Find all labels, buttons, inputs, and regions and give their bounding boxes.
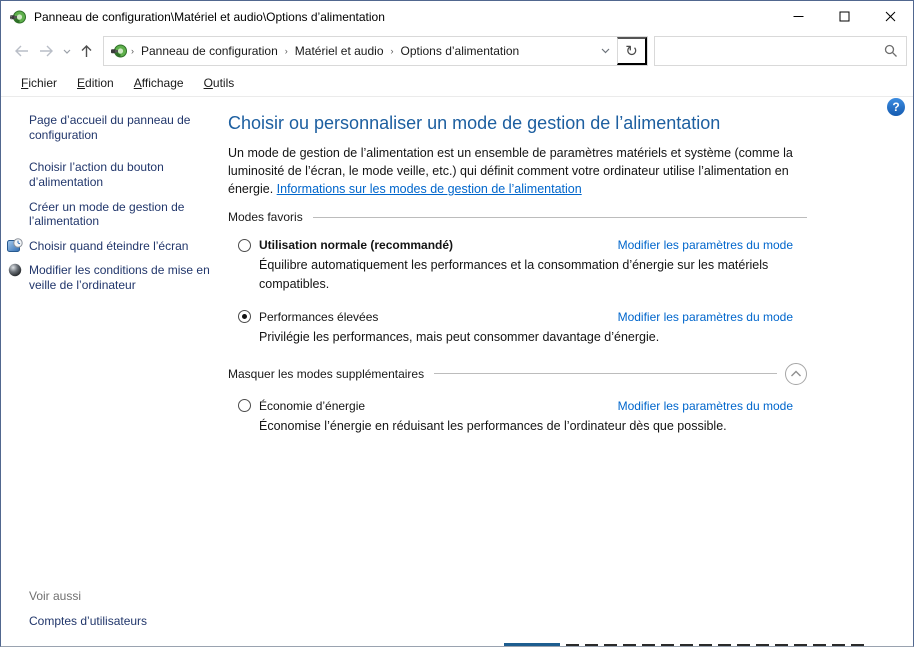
see-also-header: Voir aussi: [29, 589, 82, 603]
power-options-icon: [111, 43, 127, 59]
breadcrumb-separator-icon: ›: [131, 46, 134, 56]
breadcrumb-item-control-panel[interactable]: Panneau de configuration: [141, 44, 278, 58]
page-title: Choisir ou personnaliser un mode de gestion de l’alimentation: [228, 113, 721, 133]
refresh-button[interactable]: ↻: [617, 37, 647, 65]
sidebar-item-user-accounts[interactable]: Comptes d’utilisateurs: [29, 614, 148, 628]
plan-label-performances-elevees[interactable]: Performances élevées: [259, 309, 379, 324]
sidebar: [1, 97, 228, 646]
navigation-toolbar: [1, 32, 913, 70]
breadcrumb-item-hardware-sound[interactable]: Matériel et audio: [294, 44, 384, 58]
intro-text: Un mode de gestion de l’alimentation est un ensemble de paramètres matériels et système (comme la luminosité de l’écran, le mode veille, etc.) qui définit comment votre ordinateur utilise l’alimentation en énergie.: [228, 146, 793, 197]
close-button[interactable]: [867, 1, 913, 32]
maximize-button[interactable]: [821, 1, 867, 32]
breadcrumb-separator-icon: ›: [390, 46, 394, 56]
content-area: [1, 97, 913, 646]
menu-edition[interactable]: Edition: [77, 76, 114, 90]
menu-outils[interactable]: Outils: [203, 76, 235, 90]
menu-bar: [1, 70, 913, 97]
window-title: Panneau de configuration\Matériel et audio\Options d’alimentation: [34, 9, 385, 24]
main-panel: [228, 97, 913, 646]
plan-label-economie-energie[interactable]: Économie d’énergie: [259, 398, 366, 413]
plan-description: Économise l’énergie en réduisant les performances de l’ordinateur dès que possible.: [259, 418, 727, 433]
recent-pages-chevron-icon[interactable]: [59, 37, 74, 65]
search-input[interactable]: [655, 37, 876, 65]
title-bar: [1, 1, 913, 32]
modify-plan-settings-link[interactable]: Modifier les paramètres du mode: [617, 309, 793, 324]
menu-affichage[interactable]: Affichage: [133, 76, 184, 90]
plan-description: Équilibre automatiquement les performances et la consommation d’énergie sur les matériels compatibles.: [259, 258, 769, 291]
intro-paragraph: [228, 144, 794, 198]
breadcrumb-separator-icon: ›: [284, 46, 288, 56]
sidebar-item-choose-screen-off[interactable]: Choisir quand éteindre l’écran: [29, 239, 214, 254]
hide-additional-plans-header: [228, 363, 807, 385]
window-controls: [775, 1, 913, 32]
group-divider: [313, 217, 807, 218]
sidebar-item-control-panel-home[interactable]: Page d’accueil du panneau de configuration: [29, 113, 191, 142]
sidebar-item-power-button-action[interactable]: Choisir l’action du bouton d’alimentation: [29, 160, 164, 189]
address-bar[interactable]: [103, 36, 648, 66]
radio-economie-energie[interactable]: [238, 399, 251, 412]
menu-fichier[interactable]: Fichier: [21, 76, 58, 90]
search-box[interactable]: [654, 36, 907, 66]
breadcrumb-item-power-options[interactable]: Options d’alimentation: [400, 44, 520, 58]
plan-label-utilisation-normale[interactable]: Utilisation normale (recommandé): [259, 238, 454, 253]
search-icon[interactable]: [876, 44, 906, 58]
forward-button[interactable]: [34, 37, 59, 65]
back-button[interactable]: [9, 37, 34, 65]
favorites-group-header: [228, 210, 807, 224]
minimize-button[interactable]: [775, 1, 821, 32]
modify-plan-settings-link[interactable]: Modifier les paramètres du mode: [617, 238, 793, 253]
plan-description: Privilégie les performances, mais peut consommer davantage d’énergie.: [259, 329, 660, 344]
sidebar-item-change-sleep-settings[interactable]: Modifier les conditions de mise en veille de l’ordinateur: [29, 263, 214, 292]
plan-row-performances-elevees: [228, 310, 807, 324]
hide-additional-plans-label: Masquer les modes supplémentaires: [228, 366, 425, 381]
display-clock-icon: [7, 238, 23, 254]
up-button[interactable]: [74, 37, 99, 65]
plan-row-utilisation-normale: [228, 238, 807, 252]
collapse-section-button[interactable]: [785, 363, 807, 385]
sidebar-item-create-power-plan[interactable]: Créer un mode de gestion de l’alimentation: [29, 199, 185, 229]
modify-plan-settings-link[interactable]: Modifier les paramètres du mode: [617, 398, 793, 413]
radio-utilisation-normale[interactable]: [238, 239, 251, 252]
plan-row-economie-energie: [228, 399, 807, 413]
see-also-section: [29, 589, 214, 628]
group-divider: [434, 373, 777, 374]
chevron-up-icon: [790, 370, 802, 378]
power-plans-info-link[interactable]: Informations sur les modes de gestion de l’alimentation: [276, 182, 582, 197]
address-dropdown-chevron-icon[interactable]: [593, 37, 617, 65]
radio-performances-elevees[interactable]: [238, 310, 251, 323]
favorites-group-label: Modes favoris: [228, 210, 303, 225]
sleep-sphere-icon: [7, 262, 23, 278]
power-options-app-icon: [10, 9, 26, 25]
help-button[interactable]: ?: [887, 98, 905, 116]
